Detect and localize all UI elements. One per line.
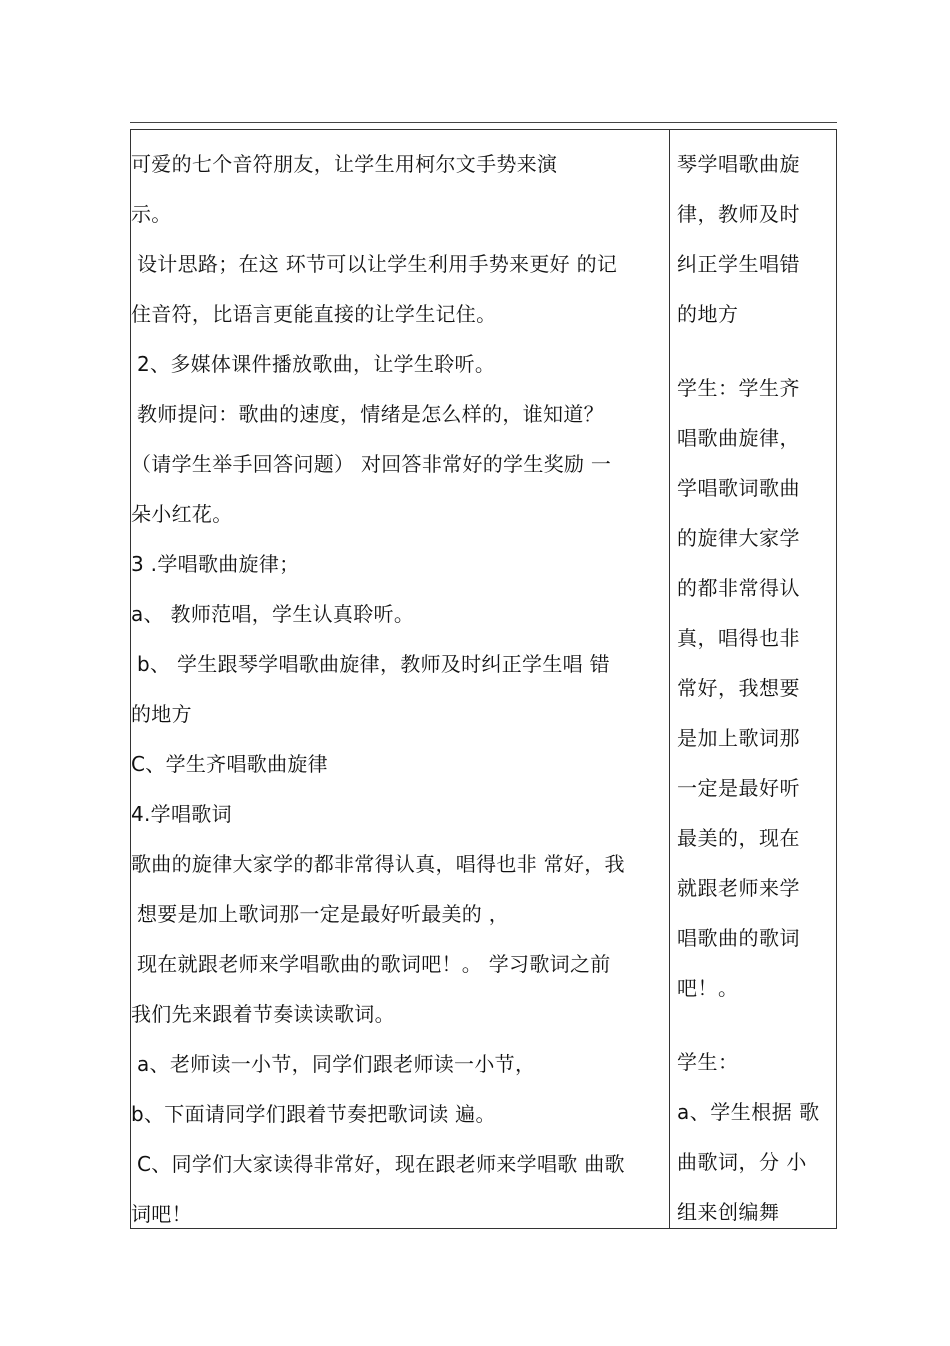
text-line: C、学生齐唱歌曲旋律 bbox=[131, 752, 328, 776]
text-line: 词吧！ bbox=[131, 1202, 192, 1226]
text-line: b、 学生跟琴学唱歌曲旋律，教师及时纠正学生唱 错 bbox=[137, 652, 610, 676]
lesson-plan-table bbox=[130, 129, 837, 1229]
text-line: 真，唱得也非 bbox=[677, 626, 800, 650]
text-line: C、同学们大家读得非常好，现在跟老师来学唱歌 曲歌 bbox=[137, 1152, 625, 1176]
text-line: 朵小红花。 bbox=[131, 502, 233, 526]
text-line: 设计思路；在这 环节可以让学生利用手势来更好 的记 bbox=[137, 252, 618, 276]
text-line: 的地方 bbox=[677, 302, 739, 326]
text-line: 纠正学生唱错 bbox=[677, 252, 800, 276]
text-line: 歌曲的旋律大家学的都非常得认真，唱得也非 常好，我 bbox=[131, 852, 625, 876]
text-line: 组来创编舞 bbox=[677, 1200, 780, 1224]
text-line: 2、多媒体课件播放歌曲，让学生聆听。 bbox=[137, 352, 496, 376]
text-line: 可爱的七个音符朋友，让学生用柯尔文手势来演 bbox=[131, 152, 558, 176]
text-line: b、下面请同学们跟着节奏把歌词读 遍。 bbox=[131, 1102, 496, 1126]
blank-line bbox=[677, 344, 837, 368]
text-line: 是加上歌词那 bbox=[677, 726, 800, 750]
section-heading: 3 .学唱歌曲旋律； bbox=[131, 552, 300, 576]
text-line: 住音符，比语言更能直接的让学生记住。 bbox=[131, 302, 497, 326]
text-line: （请学生举手回答问题） 对回答非常好的学生奖励 一 bbox=[131, 452, 612, 476]
text-line: 琴学唱歌曲旋 bbox=[677, 152, 800, 176]
text-line: 现在就跟老师来学唱歌曲的歌词吧！。 学习歌词之前 bbox=[137, 952, 611, 976]
column-divider bbox=[669, 130, 670, 1228]
teaching-process-column bbox=[131, 144, 669, 1244]
text-line: 学唱歌词歌曲 bbox=[677, 476, 800, 500]
text-line: 最美的，现在 bbox=[677, 826, 800, 850]
text-line: 的都非常得认 bbox=[677, 576, 800, 600]
text-line: 常好，我想要 bbox=[677, 676, 800, 700]
text-line: 律，教师及时 bbox=[677, 202, 800, 226]
text-line: 就跟老师来学 bbox=[677, 876, 800, 900]
text-line: a、 教师范唱，学生认真聆听。 bbox=[131, 602, 415, 626]
text-line: 示。 bbox=[131, 202, 172, 226]
text-line: 我们先来跟着节奏读读歌词。 bbox=[131, 1002, 395, 1026]
text-line: 曲歌词，分 小 bbox=[677, 1150, 807, 1174]
section-heading: 4.学唱歌词 bbox=[131, 802, 232, 826]
text-line: 学生：学生齐 bbox=[677, 376, 800, 400]
page-header-rule bbox=[130, 122, 837, 123]
text-line: 吧！。 bbox=[677, 976, 739, 1000]
text-line: a、学生根据 歌 bbox=[677, 1100, 820, 1124]
text-line: 教师提问：歌曲的速度，情绪是怎么样的，谁知道？ bbox=[137, 402, 604, 426]
text-line: 的旋律大家学 bbox=[677, 526, 800, 550]
text-line: 一定是最好听 bbox=[677, 776, 800, 800]
blank-line bbox=[677, 1018, 837, 1042]
text-line: 的地方 bbox=[131, 702, 192, 726]
text-line: 唱歌曲旋律， bbox=[677, 426, 800, 450]
text-line: a、老师读一小节，同学们跟老师读一小节， bbox=[137, 1052, 536, 1076]
text-line: 学生： bbox=[677, 1050, 739, 1074]
text-line: 想要是加上歌词那一定是最好听最美的 ， bbox=[137, 902, 510, 926]
text-line: 唱歌曲的歌词 bbox=[677, 926, 800, 950]
student-activity-column bbox=[677, 144, 837, 1242]
